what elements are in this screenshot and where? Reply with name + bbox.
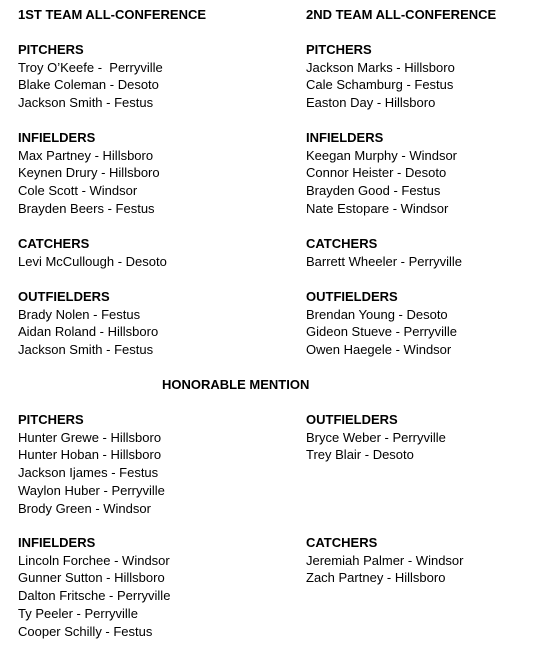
list-item: Brady Nolen - Festus — [18, 306, 141, 322]
section-heading: OUTFIELDERS — [306, 412, 398, 427]
list-item: Dalton Fritsche - Perryville — [18, 588, 171, 604]
list-item: Jackson Ijames - Festus — [18, 465, 159, 481]
section-heading: INFIELDERS — [18, 130, 96, 145]
list-item: Jeremiah Palmer - Windsor — [306, 552, 464, 568]
first-team-column — [18, 6, 248, 24]
first-team-outfielders — [18, 288, 248, 359]
list-item: Hunter Hoban - Hillsboro — [18, 447, 162, 463]
list-item: Gunner Sutton - Hillsboro — [18, 570, 165, 586]
list-item: Keynen Drury - Hillsboro — [18, 165, 160, 181]
section-heading: PITCHERS — [18, 42, 84, 57]
second-team-outfielders — [306, 288, 536, 359]
list-item: Brayden Good - Festus — [306, 183, 441, 199]
list-item: Connor Heister - Desoto — [306, 165, 447, 181]
section-heading: OUTFIELDERS — [306, 289, 398, 304]
section-heading: CATCHERS — [306, 236, 378, 251]
second-team-pitchers — [306, 41, 536, 112]
list-item: Lincoln Forchee - Windsor — [18, 552, 170, 568]
list-item: Cole Scott - Windsor — [18, 183, 138, 199]
list-item: Hunter Grewe - Hillsboro — [18, 429, 162, 445]
list-item: Bryce Weber - Perryville — [306, 429, 446, 445]
list-item: Zach Partney - Hillsboro — [306, 570, 446, 586]
list-item: Nate Estopare - Windsor — [306, 200, 449, 216]
honorable-mention-title: HONORABLE MENTION — [162, 377, 310, 392]
second-team-infielders — [306, 129, 536, 218]
section-heading: OUTFIELDERS — [18, 289, 110, 304]
section-heading: INFIELDERS — [306, 130, 384, 145]
honorable-mention-pitchers — [18, 411, 248, 517]
list-item: Cale Schamburg - Festus — [306, 77, 454, 93]
list-item: Easton Day - Hillsboro — [306, 95, 436, 111]
section-heading: INFIELDERS — [18, 535, 96, 550]
list-item: Jackson Marks - Hillsboro — [306, 59, 455, 75]
honorable-mention-catchers — [306, 534, 536, 587]
second-team-column — [306, 6, 536, 24]
list-item: Waylon Huber - Perryville — [18, 482, 165, 498]
second-team-title: 2ND TEAM ALL-CONFERENCE — [306, 7, 497, 22]
list-item: Cooper Schilly - Festus — [18, 623, 153, 639]
list-item: Blake Coleman - Desoto — [18, 77, 159, 93]
list-item: Barrett Wheeler - Perryville — [306, 253, 463, 269]
first-team-infielders — [18, 129, 248, 218]
list-item: Owen Haegele - Windsor — [306, 342, 452, 358]
list-item: Jackson Smith - Festus — [18, 95, 154, 111]
honorable-mention-outfielders — [306, 411, 536, 464]
section-heading: CATCHERS — [306, 535, 378, 550]
list-item: Jackson Smith - Festus — [18, 342, 154, 358]
list-item: Trey Blair - Desoto — [306, 447, 414, 463]
section-heading: CATCHERS — [18, 236, 90, 251]
list-item: Brayden Beers - Festus — [18, 200, 155, 216]
list-item: Levi McCullough - Desoto — [18, 253, 167, 269]
list-item: Aidan Roland - Hillsboro — [18, 324, 159, 340]
list-item: Brendan Young - Desoto — [306, 306, 448, 322]
list-item: Keegan Murphy - Windsor — [306, 147, 458, 163]
first-team-title: 1ST TEAM ALL-CONFERENCE — [18, 7, 207, 22]
list-item: Troy O’Keefe - Perryville — [18, 59, 163, 75]
section-heading: PITCHERS — [18, 412, 84, 427]
first-team-catchers — [18, 235, 248, 270]
honorable-mention-infielders — [18, 534, 248, 640]
first-team-pitchers — [18, 41, 248, 112]
list-item: Brody Green - Windsor — [18, 500, 151, 516]
list-item: Ty Peeler - Perryville — [18, 605, 138, 621]
list-item: Max Partney - Hillsboro — [18, 147, 154, 163]
section-heading: PITCHERS — [306, 42, 372, 57]
second-team-catchers — [306, 235, 536, 270]
list-item: Gideon Stueve - Perryville — [306, 324, 458, 340]
